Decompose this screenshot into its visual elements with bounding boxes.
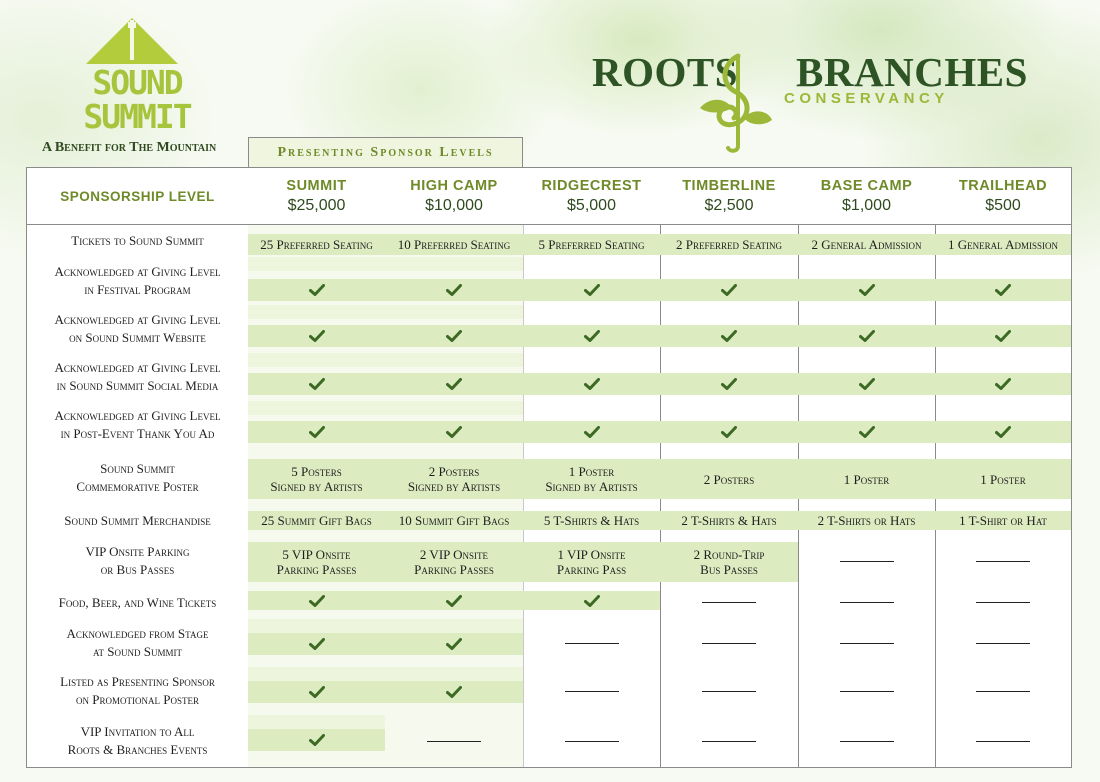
table-cell [798,511,935,530]
checkmark-icon [859,378,875,390]
benefit-label: VIP Onsite Parking or Bus Passes [85,544,190,577]
table-cell [660,715,798,767]
checkmark-icon [721,284,737,296]
row-band-alt [385,257,523,271]
level-name: TRAILHEAD [958,177,1048,194]
level-column-ridgecrest [523,168,661,767]
not-included-dash [976,561,1030,562]
not-included-dash [565,643,619,644]
row-band-alt [248,257,385,271]
table-cell [385,542,523,582]
checkmark-icon [721,330,737,342]
table-cell [523,542,660,582]
table-cell [660,234,798,255]
checkmark-icon [309,378,325,390]
level-amount: $500 [985,196,1021,214]
checkmark-icon [584,284,600,296]
cell-text: 1 Poster Signed by Artists [545,464,638,494]
table-cell [660,619,798,667]
cell-text: 2 Posters [703,471,755,487]
table-cell [660,421,798,443]
logo-tagline: A Benefit for The Mountain [42,140,217,155]
not-included-dash [565,691,619,692]
checkmark-icon [446,284,462,296]
checkmark-icon [721,426,737,438]
checkmark-icon [309,595,325,607]
not-included-dash [976,643,1030,644]
checkmark-icon [446,378,462,390]
cell-text: 1 VIP Onsite Parking Pass [556,547,627,577]
logo-line-1: SOUND [92,63,182,102]
cell-text: 10 Preferred Seating [397,237,511,252]
table-cell [248,373,385,395]
table-cell [523,373,660,395]
table-cell [935,536,1071,586]
header-label: SPONSORSHIP LEVEL [60,188,215,204]
cell-text: 1 General Admission [947,237,1059,252]
table-cell [798,421,935,443]
checkmark-icon [995,330,1011,342]
table-cell [385,459,523,499]
checkmark-icon [859,330,875,342]
table-cell [523,715,660,767]
row-band-alt [248,715,385,729]
table-cell [660,459,798,499]
table-cell [660,373,798,395]
row-band-alt [248,619,385,633]
level-amount: $2,500 [704,196,754,214]
table-cell [248,729,385,751]
cell-text: 2 Preferred Seating [676,237,782,252]
not-included-dash [427,741,481,742]
checkmark-icon [859,284,875,296]
row-band-alt [248,667,385,681]
table-cell [248,633,385,655]
not-included-dash [702,643,756,644]
table-cell [248,325,385,347]
cell-text: 2 Round-Trip Bus Passes [693,547,765,577]
table-cell [660,511,798,530]
table-cell [798,373,935,395]
cell-text: 2 Posters Signed by Artists [407,464,501,494]
row-band-alt [385,401,523,415]
checkmark-icon [309,284,325,296]
benefit-label: Acknowledged at Giving Level on Sound Summit Website [54,312,221,345]
benefit-label: Sound Summit Commemorative Poster [76,460,199,494]
level-header [935,168,1071,225]
table-cell [385,511,523,530]
level-header [248,168,385,225]
level-column-summit [248,168,386,767]
level-amount: $25,000 [287,196,346,214]
table-cell [935,586,1071,619]
not-included-dash [565,741,619,742]
table-cell [935,715,1071,767]
checkmark-icon [309,734,325,746]
table-cell [385,633,523,655]
table-cell [523,511,660,530]
table-cell [523,591,660,610]
table-cell [935,279,1071,301]
not-included-dash [976,741,1030,742]
row-band-alt [385,305,523,319]
not-included-dash [702,741,756,742]
not-included-dash [840,561,894,562]
not-included-dash [840,602,894,603]
table-cell [385,234,523,255]
checkmark-icon [446,330,462,342]
not-included-dash [976,691,1030,692]
sponsorship-level-header [27,168,248,225]
cell-text: 1 T-Shirt or Hat [959,513,1047,528]
table-cell [935,421,1071,443]
table-cell [248,459,385,499]
not-included-dash [840,643,894,644]
table-cell [248,542,385,582]
checkmark-icon [995,426,1011,438]
table-cell [798,234,935,255]
logo-subtitle: CONSERVANCY [784,90,949,107]
benefit-label: VIP Invitation to All Roots & Branches Events [67,724,208,757]
benefit-label: Acknowledged at Giving Level in Festival Program [54,264,221,297]
level-name: SUMMIT [286,177,347,194]
not-included-dash [702,602,756,603]
checkmark-icon [584,330,600,342]
cell-text: 5 Posters Signed by Artists [270,464,363,494]
table-cell [523,234,660,255]
checkmark-icon [859,426,875,438]
table-cell [935,234,1071,255]
table-cell [798,325,935,347]
level-header [660,168,798,225]
row-band-alt [248,401,385,415]
checkmark-icon [446,638,462,650]
table-cell [935,619,1071,667]
table-cell [935,667,1071,715]
table-cell [523,459,660,499]
level-name: RIDGECREST [541,177,642,194]
table-cell [798,667,935,715]
checkmark-icon [584,595,600,607]
benefit-label: Listed as Presenting Sponsor on Promotional Poster [60,674,215,707]
not-included-dash [840,691,894,692]
table-cell [798,459,935,499]
checkmark-icon [309,330,325,342]
row-band-alt [248,353,385,367]
benefit-label: Acknowledged from Stage at Sound Summit [66,626,209,659]
cell-text: 2 T-Shirts & Hats [681,513,777,528]
table-cell [798,586,935,619]
table-cell [248,421,385,443]
benefit-label: Food, Beer, and Wine Tickets [58,594,217,610]
guitar-neck-icon [126,20,138,60]
table-cell [523,325,660,347]
table-cell [660,667,798,715]
row-band-alt [385,667,523,681]
cell-text: 5 T-Shirts & Hats [543,513,640,528]
cell-text: 2 General Admission [811,237,922,252]
not-included-dash [976,602,1030,603]
level-header [798,168,935,225]
checkmark-icon [584,378,600,390]
table-cell [248,681,385,703]
table-cell [798,536,935,586]
table-cell [385,591,523,610]
level-name: BASE CAMP [820,177,913,194]
cell-text: 10 Summit Gift Bags [398,513,510,528]
cell-text: 5 Preferred Seating [538,237,645,252]
logo-wordmark [592,48,1028,96]
checkmark-icon [309,686,325,698]
table-cell [523,279,660,301]
cell-text: 2 T-Shirts or Hats [817,513,916,528]
level-amount: $1,000 [842,196,891,214]
table-cell [248,279,385,301]
logo-word-branches: BRANCHES [796,49,1028,95]
table-cell [935,511,1071,530]
level-amount: $5,000 [567,196,616,214]
row-band-alt [385,353,523,367]
table-cell [660,325,798,347]
table-cell [523,667,660,715]
not-included-dash [702,691,756,692]
row-band-alt [248,305,385,319]
level-column-trailhead [935,168,1071,767]
table-cell [523,421,660,443]
checkmark-icon [446,426,462,438]
row-band-alt [385,619,523,633]
logo-word-roots: ROOTS [592,49,739,95]
table-cell [385,715,523,767]
level-column-timberline [660,168,799,767]
cell-text: 1 Poster [843,471,890,487]
table-cell [385,325,523,347]
cell-text: 25 Summit Gift Bags [261,513,372,528]
level-name: HIGH CAMP [410,177,498,194]
cell-text: 5 VIP Onsite Parking Passes [276,547,357,577]
table-cell [660,542,798,582]
presenting-sponsor-label: Presenting Sponsor Levels [248,137,523,167]
benefit-label: Acknowledged at Giving Level in Post-Event Thank You Ad [54,408,221,441]
roots-branches-logo [592,48,1028,158]
benefit-column [27,168,249,767]
table-cell [385,279,523,301]
table-cell [385,373,523,395]
benefit-label: Sound Summit Merchandise [64,513,211,528]
table-cell [248,591,385,610]
checkmark-icon [995,378,1011,390]
table-cell [248,234,385,255]
table-cell [660,279,798,301]
checkmark-icon [721,378,737,390]
checkmark-icon [995,284,1011,296]
table-cell [935,373,1071,395]
table-cell [798,279,935,301]
level-header [385,168,523,225]
not-included-dash [840,741,894,742]
checkmark-icon [309,638,325,650]
table-cell [798,619,935,667]
cell-text: 25 Preferred Seating [260,237,373,252]
checkmark-icon [446,686,462,698]
level-column-high-camp [385,168,524,767]
table-cell [660,586,798,619]
checkmark-icon [446,595,462,607]
table-cell [248,511,385,530]
table-cell [798,715,935,767]
checkmark-icon [584,426,600,438]
sponsorship-table [26,167,1072,768]
level-column-base-camp [798,168,936,767]
logo-line-2: SUMMIT [83,97,191,136]
cell-text: 1 Poster [980,471,1026,487]
table-cell [523,619,660,667]
table-cell [935,459,1071,499]
level-amount: $10,000 [425,196,483,214]
sound-summit-logo [42,18,238,158]
checkmark-icon [309,426,325,438]
level-name: TIMBERLINE [682,177,776,194]
table-cell [385,421,523,443]
level-header [523,168,660,225]
table-cell [385,681,523,703]
table-cell [935,325,1071,347]
treble-clef-ampersand-icon [692,50,772,154]
benefit-label: Acknowledged at Giving Level in Sound Summit Social Media [54,360,221,393]
cell-text: 2 VIP Onsite Parking Passes [414,547,494,577]
benefit-label: Tickets to Sound Summit [71,232,204,248]
